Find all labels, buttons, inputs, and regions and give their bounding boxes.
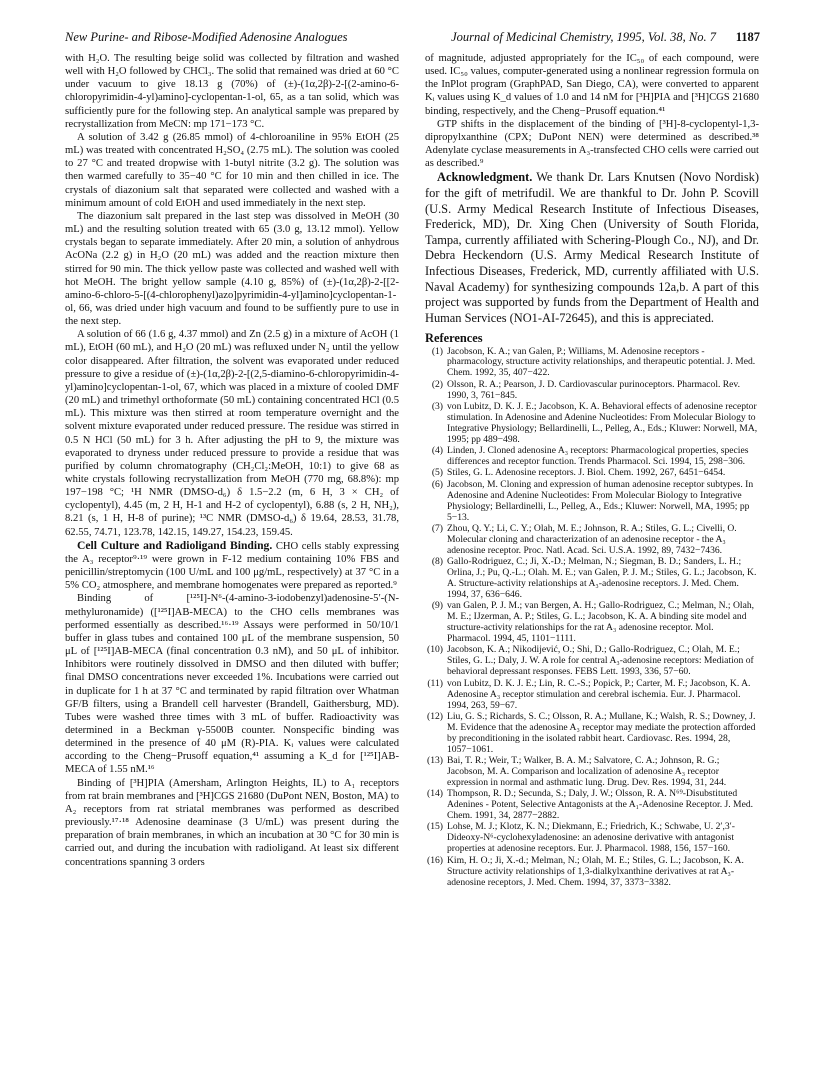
running-title: New Purine- and Ribose-Modified Adenosine Analogues bbox=[65, 30, 348, 44]
references-list bbox=[425, 347, 759, 889]
reference-text: Gallo-Rodriguez, C.; Ji, X.-D.; Melman, N.; Siegman, B. D.; Sanders, L. H.; Orlina, J.; Pu, Q.-L.; Olah. M. E.; van Galen, P. J. M.; Stiles, G. L.; Jacobson, K. A. Structure-activity relationships at A₃-adenosine receptors. J. Med. Chem. 1994, 37, 636−646. bbox=[447, 556, 757, 600]
page-header bbox=[65, 30, 760, 46]
reference-item bbox=[425, 856, 759, 889]
reference-item bbox=[425, 822, 759, 855]
reference-number: (16) bbox=[427, 854, 443, 866]
paragraph: of magnitude, adjusted appropriately for the IC₅₀ of each compound, were used. IC₅₀ values, computer-generated using a nonlinear regression formula on the InPlot program (GraphPAD, San Diego, CA), were converted to apparent Kᵢ values using K_d values of 1.0 and 14 nM for [³H]PIA and [³H]CGS 21680 binding, respectively, and the Cheng−Prusoff equation.⁴¹ bbox=[425, 53, 759, 117]
page-number: 1187 bbox=[735, 30, 760, 44]
reference-number: (5) bbox=[431, 467, 443, 479]
paragraph: GTP shifts in the displacement of the binding of [³H]-8-cyclopentyl-1,3-dipropylxanthine (CPX; DuPont NEN) were determined as described.³⁸ Adenylate cyclase measurements in A₃-transfected CHO cells were carried out as described.⁹ bbox=[425, 118, 759, 170]
reference-text: Jacobson, K. A.; Nikodijević, O.; Shi, D.; Gallo-Rodriguez, C.; Olah, M. E.; Stiles, G. L.; Daly, J. W. A role for central A₃-adenosine receptors: Mediation of behavioral depressant responses. FEBS Lett. 1993, 336, 57−60. bbox=[447, 644, 754, 678]
reference-text: Bai, T. R.; Weir, T.; Walker, B. A. M.; Salvatore, C. A.; Johnson, R. G.; Jacobson, M. A. Comparison and localization of adenosine A₃ receptor expression in normal and asthmatic lung. Drug. Dev. Res. 1994, 31, 244. bbox=[447, 755, 727, 788]
paragraph: The diazonium salt prepared in the last step was dissolved in MeOH (30 mL) and the resulting solution treated with 65 (3.0 g, 13.12 mmol). Yellow crystals began to separate immediately. After 20 min, a solution of anhydrous AcONa (2.2 g) in H₂O (20 mL) was added and the reaction mixture then stirred for 90 min. The thick yellow paste was collected and washed well with hot MeOH. The bright yellow sample (4.10 g, 85%) of (±)-(1α,2β)-2-[[2-amino-6-chloro-5-[(4-chlorophenyl)azo]pyrimidin-4-yl]amino]cyclopentan-1-ol, 66, was dried under high vacuum and found to be suffiently pure to use in the next step. bbox=[65, 210, 399, 328]
reference-number: (1) bbox=[431, 345, 443, 357]
reference-number: (11) bbox=[427, 677, 443, 689]
reference-number: (3) bbox=[431, 401, 443, 413]
reference-number: (2) bbox=[431, 378, 443, 390]
reference-number: (15) bbox=[427, 821, 443, 833]
right-column bbox=[425, 52, 759, 889]
reference-item bbox=[425, 468, 759, 479]
reference-item bbox=[425, 347, 759, 380]
reference-text: Jacobson, K. A.; van Galen, P.; Williams, M. Adenosine receptors - pharmacology, structure activity relationships, and therapeutic potential. J. Med. Chem. 1992, 35, 407−422. bbox=[447, 345, 756, 379]
reference-text: Jacobson, M. Cloning and expression of human adenosine receptor subtypes. In Adenosine and Adenine Nucleotides: From Molecular Biology to Integrative Physiology; Bellardinelli, L., Pelleg, A., Eds.; Kluwer: Norwell, MA, 1995; pp 5−13. bbox=[447, 478, 754, 523]
reference-text: van Galen, P. J. M.; van Bergen, A. H.; Gallo-Rodriguez, C.; Melman, N.; Olah, M. E.; IJzerman, A. P.; Stiles, G. L.; Jacobson, K. A. A binding site model and structure-activity relationships for the rat A₃ adenosine receptor. Mol. Pharmacol. 1994, 45, 1101−1111. bbox=[447, 600, 755, 645]
reference-number: (8) bbox=[431, 556, 443, 568]
reference-number: (4) bbox=[431, 445, 443, 457]
reference-number: (9) bbox=[431, 600, 443, 612]
reference-text: Linden, J. Cloned adenosine A₃ receptors: Pharmacological properties, species differences and receptor function. Trends Pharmacol. Sci. 1994, 15, 298−306. bbox=[447, 445, 749, 468]
reference-item bbox=[425, 789, 759, 822]
paragraph: with H₂O. The resulting beige solid was collected by filtration and washed well with H₂O followed by CHCl₃. The solid that remained was dried at 60 °C under vacuum to give 18.13 g (70%) of (±)-(1α,2β)-2-[(2-amino-6-chloropyrimidin-4-yl)amino]-cyclopentan-1-ol, 65, as a tan solid, which was sufficiently pure for the following step. An analytical sample was prepared by recrystallization from MeCN: mp 171−173 °C. bbox=[65, 53, 399, 130]
reference-item bbox=[425, 712, 759, 756]
reference-text: von Lubitz, D. K. J. E.; Lin, R. C.-S.; Popick, P.; Carter, M. F.; Jacobson, K. A. Adenosine A₃ receptor stimulation and cerebral ischemia. Eur. J. Pharmacol. 1994, 263, 59−67. bbox=[447, 677, 751, 711]
reference-number: (12) bbox=[427, 710, 443, 722]
reference-item bbox=[425, 446, 759, 468]
reference-item bbox=[425, 480, 759, 524]
reference-text: Liu, G. S.; Richards, S. C.; Olsson, R. A.; Mullane, K.; Walsh, R. S.; Downey, J. M. Evidence that the adenosine A₃ receptor may mediate the protection afforded by preconditioning in the isolated rabbit heart. Cardiovasc. Res. 1994, 28, 1057−1061. bbox=[447, 710, 756, 755]
reference-text: Zhou, Q. Y.; Li, C. Y.; Olah, M. E.; Johnson, R. A.; Stiles, G. L.; Civelli, O. Molecular cloning and characterization of an adenosine receptor - the A₃ adenosine receptor. Proc. Natl. Acad. Sci. U.S.A. 1992, 89, 7432−7436. bbox=[447, 523, 737, 556]
reference-text: von Lubitz, D. K. J. E.; Jacobson, K. A. Behavioral effects of adenosine receptor stimulation. In Adenosine and Adenine Nucleotides: From Molecular Biology to Integrative Physiology; Bellardinelli, L., Pelleg, A., Eds.; Kluwer: Norwell, MA, 1995; pp 489−498. bbox=[447, 401, 758, 445]
reference-item bbox=[425, 524, 759, 557]
reference-item bbox=[425, 402, 759, 446]
reference-number: (10) bbox=[427, 644, 443, 656]
paragraph: Binding of [³H]PIA (Amersham, Arlington Heights, IL) to A₁ receptors from rat brain membranes and [³H]CGS 21680 (DuPont NEN, Boston, MA) to A₂ receptors from rat striatal membranes was performed as described previously.¹⁷·¹⁸ Adenosine deaminase (3 U/mL) was present during the preparation of brain membranes, in which an incubation at 30 °C for 30 min is carried out, and during the incubation with radioligand. At least six different concentrations spanning 3 orders bbox=[65, 777, 399, 868]
reference-number: (14) bbox=[427, 788, 443, 800]
reference-text: Thompson, R. D.; Secunda, S.; Daly, J. W.; Olsson, R. A. N⁶⁹-Disubstituted Adenines - Potent, Selective Antagonists at the A₁-Adenosine Receptor. J. Med. Chem. 1991, 34, 2877−2882. bbox=[447, 788, 754, 822]
reference-text: Olsson, R. A.; Pearson, J. D. Cardiovascular purinoceptors. Pharmacol. Rev. 1990, 3, 761−845. bbox=[447, 378, 741, 401]
left-column bbox=[65, 52, 399, 869]
paragraph: Binding of [¹²⁵I]-N⁶-(4-amino-3-iodobenzyl)adenosine-5′-(N-methyluronamide) ([¹²⁵I]AB-MECA) to the CHO cells membranes was performed essentially as described.¹⁶·¹⁹ Assays were performed in 50/10/1 buffer in glass tubes and contained 100 μL of the membrane suspension, 50 μL of [¹²⁵I]AB-MECA (final concentration 0.3 nM), and 50 μL of inhibitor. Inhibitors were routinely dissolved in DMSO and then diluted with buffer; final DMSO concentrations never exceeded 1%. Incubations were carried out in duplicate for 1 h at 37 °C and terminated by rapid filtration over Whatman GF/B filters, using a Brandell cell harvester (Brandell, Gaithersburg, MD). Tubes were washed three times with 3 mL of buffer. Radioactivity was determined in a Beckman γ-5500B counter. Nonspecific binding was determined in the presence of 40 μM (R)-PIA. Kᵢ values were calculated according to the Cheng−Prusoff equation,⁴¹ assuming a K_d for [¹²⁵I]AB-MECA of 1.55 nM.¹⁶ bbox=[65, 593, 399, 776]
reference-number: (13) bbox=[427, 755, 443, 767]
acknowledgment-heading: Acknowledgment. bbox=[437, 170, 533, 185]
reference-item bbox=[425, 601, 759, 645]
reference-item bbox=[425, 557, 759, 601]
paragraph: A solution of 66 (1.6 g, 4.37 mmol) and Zn (2.5 g) in a mixture of AcOH (1 mL), EtOH (60 mL), and H₂O (20 mL) was refluxed under N₂ until the yellow color disappeared. After filtration, the solvent was evaporated under reduced pressure to give a residue of (±)-(1α,2β)-2-[(2,5-diamino-6-chloropyrimidin-4-yl)amino]cyclopentan-1-ol, 67, which was placed in a mixture of cooled DMF (20 mL) and trimethyl orthoformate (50 mL) containing concentrated HCl (0.5 mL). This mixture was then stirred at room temperature overnight and the solvent mixture evaporated under reduced pressure. The residue was stirred in 0.5 N HCl (50 mL) for 3 h. After adjusting the pH to 9, the mixture was evaporated to dryness under reduced pressure to provide a residue that was purified by column chromatography (CH₂Cl₂:MeOH, 10:1) to give 68 as white crystals following recrystallization from MeOH (770 mg, 68.8%): mp 197−198 °C; ¹H NMR (DMSO-d₆) δ 1.5−2.2 (m, 6 H, 3 × CH₂ of cyclopentyl), 4.45 (m, 2 H, H-1 and H-2 of cyclopentyl), 6.88 (s, 2 H, NH₂), 8.21 (s, 1 H, H-8 of purine); ¹³C NMR (DMSO-d₆) δ 19.64, 28.53, 31.78, 62.55, 74.71, 123.78, 142.15, 149.27, 154.23, 159.45. bbox=[65, 329, 399, 538]
paragraph-text: CHO cells stably expressing the A₃ receptor⁹·¹⁹ were grown in F-12 medium containing 10% FBS and penicillin/streptomycin (100 U/mL and 100 μg/mL, respectively) at 37 °C in a 5% CO₂ atmosphere, and membrane homogenates were prepared as reported.⁹ bbox=[65, 540, 399, 592]
reference-text: Lohse, M. J.; Klotz, K. N.; Diekmann, E.; Friedrich, K.; Schwabe, U. 2′,3′-Dideoxy-N⁶-cyclohexyladenosine: an adenosine derivative with antagonist properties at adenosine receptors. Eur. J. Pharmacol. 1988, 156, 157−160. bbox=[447, 821, 735, 855]
reference-item bbox=[425, 645, 759, 678]
reference-item bbox=[425, 756, 759, 789]
reference-text: Stiles, G. L. Adenosine receptors. J. Biol. Chem. 1992, 267, 6451−6454. bbox=[447, 467, 726, 479]
paragraph: A solution of 3.42 g (26.85 mmol) of 4-chloroaniline in 95% EtOH (25 mL) was treated with concentrated H₂SO₄ (2.75 mL). The solution was cooled to 27 °C and treated dropwise with 1-butyl nitrite (3.2 g). The solution was then warmed carefully to 35−40 °C for 10 min and then chilled in ice. The crystals of diazonium salt that separated were collected and washed with a minimum amount of cold EtOH and used immediately in the next step. bbox=[65, 131, 399, 209]
acknowledgment-text: We thank Dr. Lars Knutsen (Novo Nordisk) for the gift of metrifudil. We are thankful to Dr. John P. Scovill (U.S. Army Medical Research Institute of Infectious Diseases, Frederick, MD), Dr. Xing Chen (University of South Florida, Tampa, currently affiliated with Schering-Plough Co., NJ), and Dr. Debra Heckendorn (U.S. Army Medical Research Institute of Infectious Diseases, Frederick, MD, currently affiliated with U.S. Naval Academy) for synthesizing compounds 12a,b. A part of this project was supported by funds from the Department of Health and Human Services (NO1-AI-72645), and this is appreciated. bbox=[425, 170, 759, 325]
reference-item bbox=[425, 380, 759, 402]
reference-number: (7) bbox=[431, 523, 443, 534]
reference-number: (6) bbox=[431, 478, 443, 490]
reference-item bbox=[425, 679, 759, 712]
references-heading: References bbox=[425, 331, 483, 346]
section-heading: Cell Culture and Radioligand Binding. bbox=[77, 538, 273, 552]
acknowledgment bbox=[425, 170, 759, 326]
journal-citation: Journal of Medicinal Chemistry, 1995, Vol. 38, No. 7 bbox=[451, 30, 716, 44]
paragraph bbox=[65, 539, 399, 593]
reference-text: Kim, H. O.; Ji, X.-d.; Melman, N.; Olah, M. E.; Stiles, G. L.; Jacobson, K. A. Structure activity relationships of 1,3-dialkylxanthine derivatives at rat A₃-adenosine receptors, J. Med. Chem. 1994, 37, 3373−3382. bbox=[447, 854, 744, 888]
